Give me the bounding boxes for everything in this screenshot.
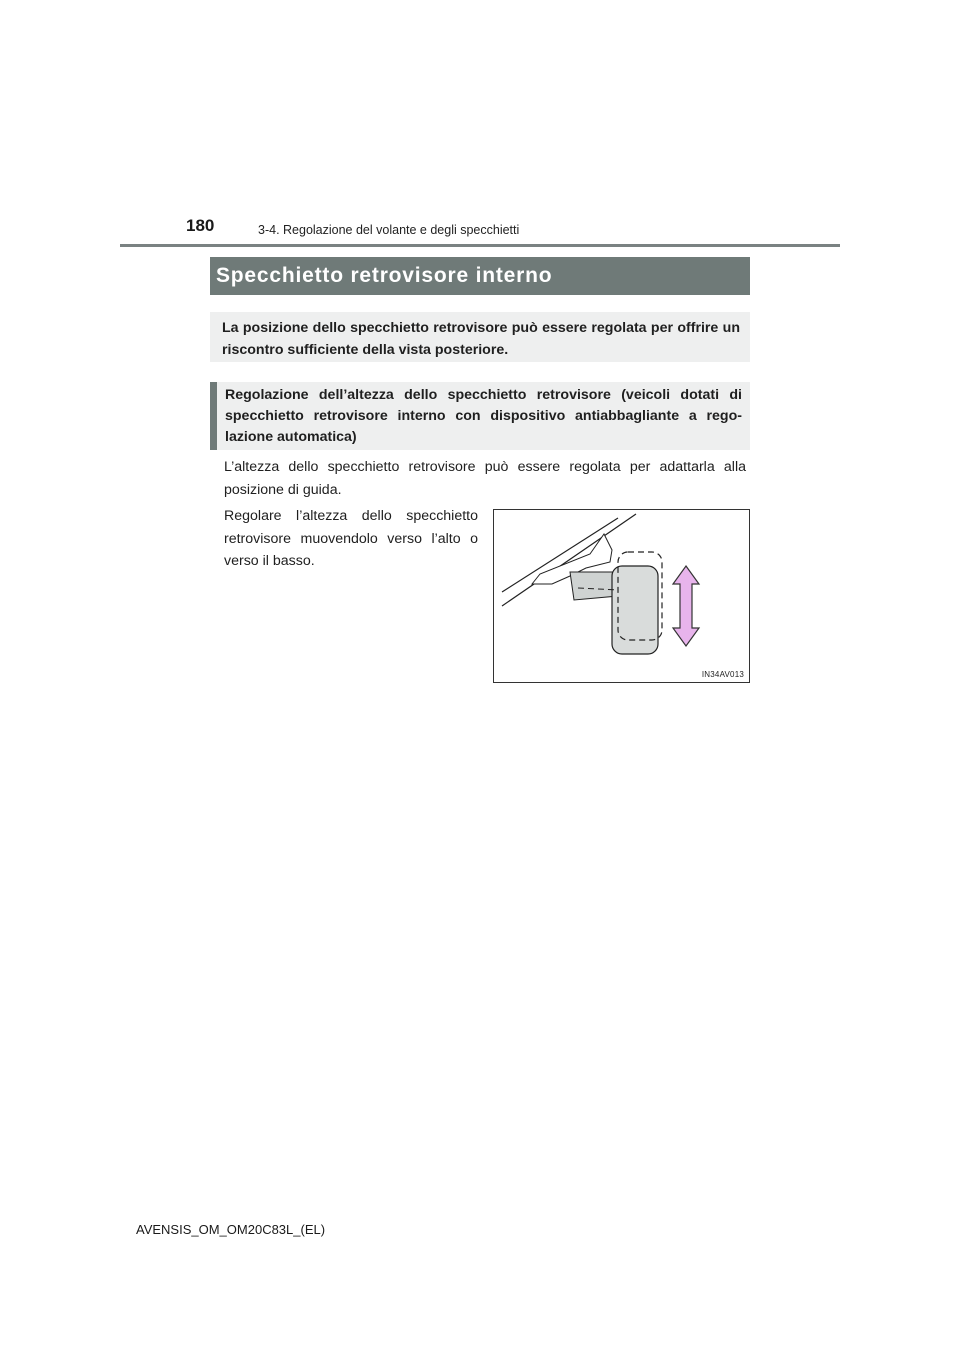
intro-text: La posizione dello specchietto retrovisore può essere regolata per offrire un riscontro sufficiente della vista posteriore. <box>222 320 740 358</box>
subheading-box <box>210 382 750 450</box>
body-paragraph: L’altezza dello specchietto retrovisore può essere regolata per adattarla alla posizione di guida. <box>224 459 746 498</box>
subheading-text: Regolazione dell’altezza dello specchietto retrovisore (veicoli dotati di specchietto retrovisore interno con dispositivo antiabbagliante a rego-lazione automatica) <box>225 387 742 445</box>
figure-code: IN34AV013 <box>701 670 744 679</box>
intro-box <box>210 312 750 362</box>
title-bar <box>210 257 750 295</box>
page-number: 180 <box>186 216 215 235</box>
header-divider <box>120 244 840 247</box>
section-header: 3-4. Regolazione del volante e degli specchietti <box>258 223 520 237</box>
page-title: Specchietto retrovisore interno <box>216 264 553 287</box>
mirror-drawing <box>494 510 751 684</box>
mirror-illustration <box>493 509 750 683</box>
footer-doc-code: AVENSIS_OM_OM20C83L_(EL) <box>136 1222 326 1237</box>
instruction-paragraph: Regolare l’altezza dello specchietto retrovisore muovendolo verso l’alto o verso il basso. <box>224 508 478 569</box>
up-down-arrow-icon <box>673 566 699 646</box>
